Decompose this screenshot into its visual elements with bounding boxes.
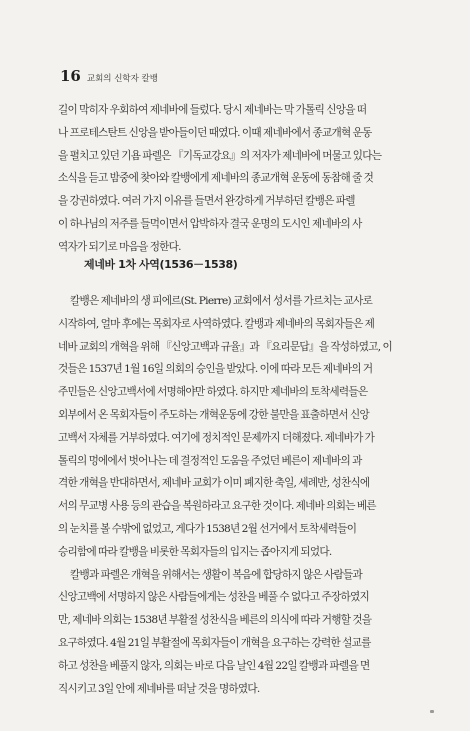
text-line: 시작하여, 얼마 후에는 목회자로 사역하였다. 칼뱅과 제네바의 목회자들은 제 <box>58 317 375 330</box>
text-line: 나 프로테스탄트 신앙을 받아들이던 때였다. 이때 제네바에서 종교개혁 운동 <box>58 126 372 139</box>
text-line: 승리함에 따라 칼뱅을 비롯한 목회자들의 입지는 좁아지게 되었다. <box>58 545 332 558</box>
intro-paragraph <box>58 99 436 259</box>
text-line: 격한 개혁을 반대하면서, 제네바 교회가 이미 폐지한 축일, 세례반, 성찬식에 <box>58 477 370 490</box>
section-heading: 제네바 1차 사역(1536－1538) <box>84 258 238 271</box>
page-number: 16 <box>60 67 81 85</box>
text-line: 신앙고백에 서명하지 않은 사람들에게는 성찬을 베풀 수 없다고 주장하였지 <box>58 591 369 604</box>
text-line: 것들은 1537년 1월 16일 의회의 승인을 받았다. 이에 따라 모든 제네바의 거 <box>58 363 373 376</box>
text-line: 직시키고 3일 안에 제네바를 떠날 것을 명하였다. <box>58 682 260 695</box>
text-line: 하고 성찬을 베풀지 않자, 의회는 바로 다음 날인 4월 22일 칼뱅과 파렐을 면 <box>58 659 370 672</box>
text-line: 길이 막히자 우회하여 제네바에 들렀다. 당시 제네바는 막 가톨릭 신앙을 떠 <box>58 104 367 116</box>
text-line: 소식을 듣고 밤중에 찾아와 칼뱅에게 제네바의 종교개혁 운동에 동참해 줄 것 <box>58 172 374 185</box>
text-line: 칼뱅과 파렐은 개혁을 위해서는 생활이 복음에 합당하지 않은 사람들과 <box>70 568 362 581</box>
text-line: 이 하나님의 저주를 들먹이면서 압박하자 결국 운명의 도시인 제네바의 사 <box>58 217 362 230</box>
text-line: 을 펼치고 있던 기욤 파렐은 『기독교강요』의 저자가 제네바에 머물고 있다는 <box>58 149 382 162</box>
text-line: 칼뱅은 제네바의 생 피에르(St. Pierre) 교회에서 성서를 가르치는 교사로 <box>70 295 373 307</box>
book-title: 교회의 신학자 칼뱅 <box>86 74 158 84</box>
text-line: 네바 교회의 개혁을 위해 『신앙고백과 규율』과 『요리문답』을 작성하였고, 이 <box>58 340 392 353</box>
text-line: 톨릭의 멍에에서 벗어나는 데 결정적인 도움을 주었던 베른이 제네바의 과 <box>58 454 362 467</box>
text-line: 을 강권하였다. 여러 가지 이유를 들면서 완강하게 거부하던 칼뱅은 파렐 <box>58 195 355 208</box>
page-mark <box>430 710 434 713</box>
text-line: 외부에서 온 목회자들이 주도하는 개혁운동에 강한 불만을 표출하면서 신앙 <box>58 408 369 421</box>
text-line: 의 눈치를 볼 수밖에 없었고, 게다가 1538년 2월 선거에서 토착세력들이 <box>58 522 357 535</box>
text-line: 만, 제네바 의회는 1538년 부활절 성찬식을 베른의 의식에 따라 거행할 것을 <box>58 614 372 627</box>
text-line: 서의 무교병 사용 등의 관습을 복원하라고 요구한 것이다. 제네바 의회는 베른 <box>58 500 376 513</box>
text-line: 역자가 되기로 마음을 정한다. <box>58 240 181 253</box>
section-body <box>58 290 436 700</box>
text-line: 요구하였다. 4월 21일 부활절에 목회자들이 개혁을 요구하는 강력한 설교를 <box>58 636 371 649</box>
running-header <box>60 67 158 85</box>
text-line: 주민들은 신앙고백서에 서명해야만 하였다. 하지만 제네바의 토착세력들은 <box>58 386 368 399</box>
text-line: 고백서 자체를 거부하였다. 여기에 정치적인 문제까지 더해졌다. 제네바가 가 <box>58 431 375 444</box>
